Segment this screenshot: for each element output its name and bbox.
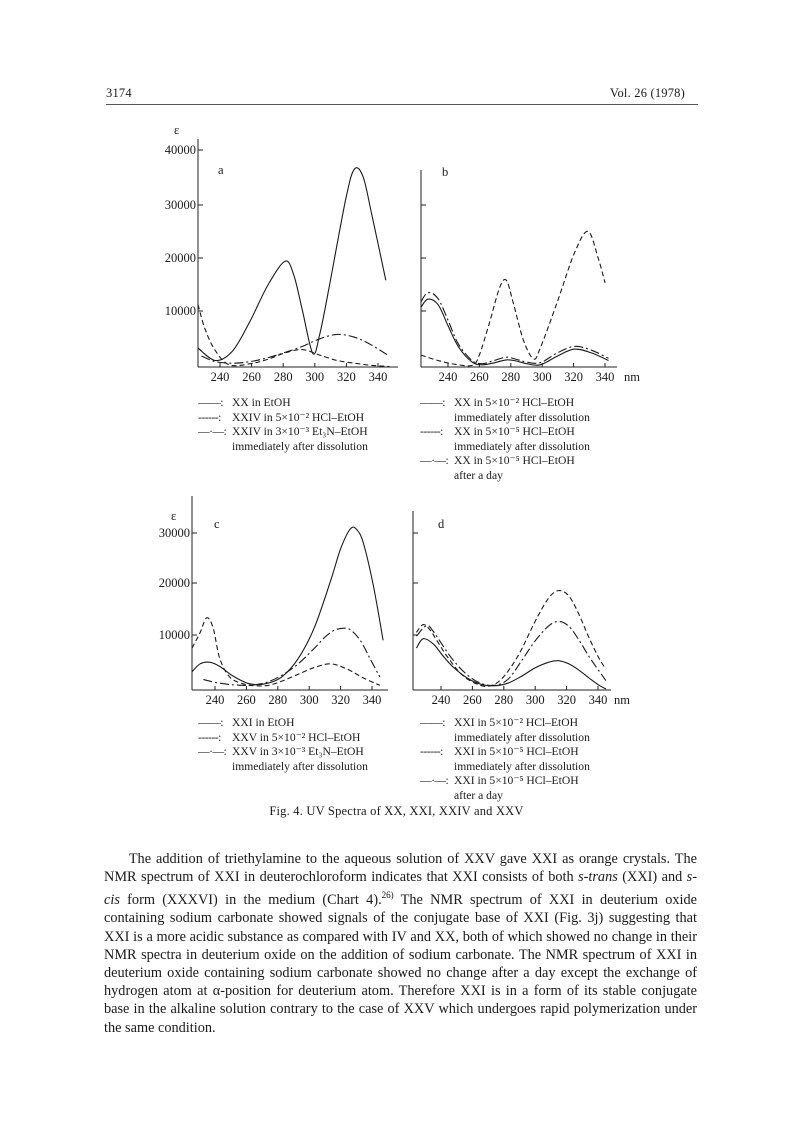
legend-line-marker: —·—: <box>420 774 449 787</box>
x-tick-label: 340 <box>595 370 615 384</box>
body-paragraph <box>104 850 697 1037</box>
body-italic-run: s-cis <box>104 869 697 909</box>
y-tick-label: 10000 <box>158 628 190 642</box>
x-tick-label: 300 <box>525 693 545 707</box>
y-tick-label: 30000 <box>158 526 190 540</box>
legend-entry <box>198 425 368 440</box>
reference-superscript: 26) <box>381 890 394 901</box>
x-tick-label: 300 <box>532 370 552 384</box>
x-tick-label: 260 <box>463 693 482 707</box>
legend-text-continued: immediately after dissolution <box>454 410 590 424</box>
legend-c <box>198 716 368 774</box>
y-tick-label: 30000 <box>164 198 196 212</box>
x-tick-label: 260 <box>242 370 261 384</box>
legend-text: XXIV in 3×10⁻³ Et₃N–EtOH <box>232 425 368 438</box>
y-tick-label: 20000 <box>164 251 196 265</box>
legend-text: XX in 5×10⁻² HCl–EtOH <box>454 396 575 409</box>
x-tick-label: 300 <box>299 693 319 707</box>
epsilon-symbol-bottom: ε <box>171 509 177 523</box>
legend-text-continued: after a day <box>454 468 503 482</box>
legend-entry <box>198 716 368 731</box>
legend-entry <box>198 411 368 426</box>
body-text-run: (XXI) and <box>617 869 687 886</box>
panel-d <box>413 511 630 707</box>
x-tick-label: 340 <box>588 693 608 707</box>
panel-c <box>159 496 388 707</box>
legend-line-marker: —·—: <box>198 745 227 758</box>
volume-label: Vol. 26 (1978) <box>609 86 685 100</box>
legend-entry <box>420 716 590 731</box>
legend-line-marker: —·—: <box>198 425 227 438</box>
legend-a <box>198 396 368 454</box>
spectrum-curve-dashed <box>192 618 380 686</box>
x-tick-label: 340 <box>368 370 388 384</box>
legend-text-continued: immediately after dissolution <box>232 759 368 773</box>
x-tick-label: 260 <box>237 693 256 707</box>
body-italic-run: s-trans <box>578 869 618 886</box>
x-tick-label: 240 <box>431 693 451 707</box>
x-tick-label: 240 <box>210 370 230 384</box>
body-text-run: form (XXXVI) in the medium (Chart 4). <box>119 892 382 909</box>
legend-text-continued: immediately after dissolution <box>454 730 590 744</box>
spectrum-curve-solid <box>198 168 386 361</box>
legend-text: XXI in 5×10⁻² HCl–EtOH <box>454 716 579 729</box>
legend-text-continued: immediately after dissolution <box>454 439 590 453</box>
x-tick-label: 280 <box>501 370 521 384</box>
x-unit-label: nm <box>614 693 630 707</box>
x-tick-label: 280 <box>273 370 293 384</box>
body-text-run: The NMR spectrum of XXI in deuterium oxide containing sodium carbonate showed signals of the conjugate base of XXI (Fig. 3j) suggesting that XXI is a more acidic substance as compared with IV and XX, both of which showed no change in their NMR spectra in deuterium oxide on the addition of sodium carbonate. The NMR spectrum of XXI in deuterium oxide containing sodium carbonate showed no change after a day except the exchange of hydrogen atom at α-position for deuterium atom. Therefore XXI is in a form of its stable conjugate base in the alkaline solution contrary to the case of XXV which undergoes rapid polymerization under the same condition. <box>104 892 697 1036</box>
legend-text: XXV in 5×10⁻² HCl–EtOH <box>232 730 361 744</box>
legend-entry <box>420 425 590 440</box>
legend-text: XXI in EtOH <box>232 716 295 729</box>
x-tick-label: 320 <box>564 370 583 384</box>
x-tick-label: 320 <box>331 693 350 707</box>
legend-line-marker: ------: <box>420 745 443 758</box>
legend-entry <box>420 774 590 789</box>
y-tick-label: 20000 <box>158 576 190 590</box>
legend-entry <box>198 745 368 760</box>
legend-text: XX in 5×10⁻⁵ HCl–EtOH <box>454 454 575 467</box>
legend-line-marker: ------: <box>198 730 221 744</box>
x-tick-label: 320 <box>557 693 576 707</box>
panel-label-d: d <box>438 517 445 531</box>
legend-entry <box>420 396 590 411</box>
x-tick-label: 240 <box>205 693 225 707</box>
spectrum-curve-dash-dot <box>202 334 390 363</box>
panel-label-c: c <box>214 517 220 531</box>
y-tick-label: 40000 <box>164 143 196 157</box>
legend-text: XXIV in 5×10⁻² HCl–EtOH <box>232 410 365 424</box>
legend-d <box>420 716 590 803</box>
legend-text: XXI in 5×10⁻⁵ HCl–EtOH <box>454 745 579 758</box>
panel-label-b: b <box>442 165 449 179</box>
legend-entry <box>198 731 368 746</box>
x-tick-label: 320 <box>337 370 356 384</box>
legend-line-marker: ——: <box>420 716 445 729</box>
x-tick-label: 280 <box>494 693 514 707</box>
panel-a <box>165 123 398 384</box>
x-tick-label: 300 <box>305 370 325 384</box>
body-text-run: The addition of triethylamine to the aqueous solution of XXV gave XXI as orange crystals. The NMR spectrum of XXI in deuterochloroform indicates that XXI consists of both <box>104 851 697 886</box>
x-tick-label: 280 <box>268 693 288 707</box>
legend-text: XX in 5×10⁻⁵ HCl–EtOH <box>454 425 575 438</box>
spectrum-curve-dashed <box>421 231 605 366</box>
legend-entry <box>420 745 590 760</box>
x-tick-label: 340 <box>362 693 382 707</box>
spectrum-curve-dashed <box>198 305 389 367</box>
legend-line-marker: ------: <box>198 410 221 424</box>
legend-line-marker: ——: <box>198 716 223 729</box>
spectrum-curve-solid <box>416 639 606 689</box>
x-tick-label: 260 <box>470 370 489 384</box>
page-number: 3174 <box>106 86 132 100</box>
x-tick-label: 240 <box>438 370 458 384</box>
legend-line-marker: ------: <box>420 425 443 438</box>
panel-label-a: a <box>218 163 224 177</box>
legend-line-marker: ——: <box>198 396 223 409</box>
legend-text-continued: after a day <box>454 788 503 802</box>
legend-text-continued: immediately after dissolution <box>232 439 368 453</box>
legend-b <box>420 396 590 483</box>
legend-line-marker: ——: <box>420 396 445 409</box>
y-tick-label: 10000 <box>164 304 196 318</box>
epsilon-symbol-top: ε <box>174 123 180 137</box>
legend-line-marker: —·—: <box>420 454 449 467</box>
spectrum-curve-dash-dot <box>416 621 606 685</box>
legend-text: XXV in 3×10⁻³ Et₃N–EtOH <box>232 745 364 758</box>
legend-text: XX in EtOH <box>232 396 291 409</box>
figure-caption: Fig. 4. UV Spectra of XX, XXI, XXIV and XXV <box>269 804 524 818</box>
x-unit-label: nm <box>624 370 640 384</box>
legend-text: XXI in 5×10⁻⁵ HCl–EtOH <box>454 774 579 787</box>
legend-text-continued: immediately after dissolution <box>454 759 590 773</box>
panel-b <box>421 165 640 384</box>
legend-entry <box>198 396 368 411</box>
legend-entry <box>420 454 590 469</box>
